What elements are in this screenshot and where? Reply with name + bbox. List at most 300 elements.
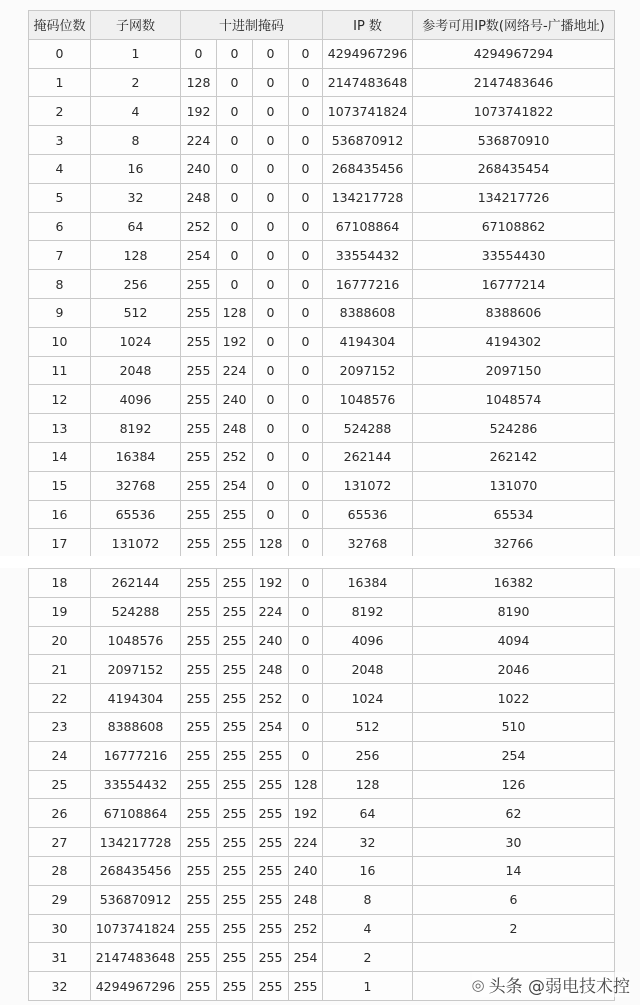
table-cell: 0 (289, 684, 323, 713)
table-cell: 0 (29, 39, 91, 68)
table-cell: 67108862 (413, 212, 615, 241)
table-row (29, 943, 615, 972)
table-cell: 11 (29, 356, 91, 385)
table-cell: 65534 (413, 500, 615, 529)
table-row (29, 212, 615, 241)
table-row (29, 414, 615, 443)
table-cell: 134217726 (413, 183, 615, 212)
table-cell: 4 (29, 154, 91, 183)
table-cell: 255 (181, 298, 217, 327)
table-cell: 1024 (91, 327, 181, 356)
table-cell: 240 (289, 856, 323, 885)
table-cell: 22 (29, 684, 91, 713)
table-cell: 18 (29, 569, 91, 598)
table-cell: 65536 (91, 500, 181, 529)
table-cell: 8190 (413, 597, 615, 626)
table-cell: 8388608 (91, 712, 181, 741)
table-cell: 1 (29, 68, 91, 97)
table-cell: 0 (217, 183, 253, 212)
table-cell: 255 (217, 885, 253, 914)
table-cell: 254 (181, 241, 217, 270)
table-cell: 30 (413, 828, 615, 857)
table-row (29, 68, 615, 97)
table-cell: 0 (217, 212, 253, 241)
table-cell: 32768 (91, 471, 181, 500)
table-cell: 16777214 (413, 270, 615, 299)
table-cell: 255 (217, 712, 253, 741)
table-cell: 0 (289, 442, 323, 471)
table-cell: 16382 (413, 569, 615, 598)
table-cell: 0 (289, 356, 323, 385)
table-cell: 268435456 (91, 856, 181, 885)
table-split-gap (0, 556, 640, 568)
table-cell: 32 (91, 183, 181, 212)
table-cell: 255 (217, 770, 253, 799)
table-cell: 0 (253, 327, 289, 356)
table-cell: 240 (217, 385, 253, 414)
table-cell: 0 (217, 154, 253, 183)
table-cell: 0 (253, 39, 289, 68)
table-cell: 8 (29, 270, 91, 299)
table-cell: 0 (289, 68, 323, 97)
table-cell: 255 (253, 972, 289, 1001)
table-cell: 0 (253, 442, 289, 471)
table-cell: 2147483646 (413, 68, 615, 97)
table-cell: 8 (323, 885, 413, 914)
table-cell: 15 (29, 471, 91, 500)
table-cell: 65536 (323, 500, 413, 529)
table-cell: 4096 (323, 626, 413, 655)
table-cell: 255 (217, 741, 253, 770)
table-cell: 2 (91, 68, 181, 97)
table-cell: 255 (253, 828, 289, 857)
table-cell: 19 (29, 597, 91, 626)
table-cell: 0 (289, 414, 323, 443)
table-cell: 1048576 (91, 626, 181, 655)
table-cell: 0 (253, 356, 289, 385)
table-cell: 32768 (323, 529, 413, 558)
table-cell: 2048 (323, 655, 413, 684)
table-cell: 6 (413, 885, 615, 914)
table-cell: 255 (181, 569, 217, 598)
table-cell: 1022 (413, 684, 615, 713)
table-cell: 255 (217, 828, 253, 857)
table-cell: 4194304 (91, 684, 181, 713)
table-cell: 262144 (323, 442, 413, 471)
table-cell: 0 (289, 741, 323, 770)
table-cell: 4294967296 (323, 39, 413, 68)
table-cell: 1048574 (413, 385, 615, 414)
table-cell: 252 (289, 914, 323, 943)
table-cell: 1048576 (323, 385, 413, 414)
subnet-mask-table-bottom (28, 568, 615, 1001)
table-cell: 14 (29, 442, 91, 471)
table-cell: 2097150 (413, 356, 615, 385)
table-cell: 255 (181, 712, 217, 741)
table-cell: 255 (181, 270, 217, 299)
table-cell: 128 (217, 298, 253, 327)
table-cell: 32 (29, 972, 91, 1001)
table-cell: 27 (29, 828, 91, 857)
table-cell: 0 (289, 39, 323, 68)
table-row (29, 39, 615, 68)
table-cell: 0 (289, 97, 323, 126)
table-cell: 0 (289, 327, 323, 356)
table-cell: 2097152 (91, 655, 181, 684)
table-row (29, 298, 615, 327)
table-cell: 262144 (91, 569, 181, 598)
table-cell: 255 (181, 943, 217, 972)
table-cell: 255 (217, 856, 253, 885)
table-cell: 262142 (413, 442, 615, 471)
table-cell: 255 (181, 684, 217, 713)
table-cell: 2097152 (323, 356, 413, 385)
table-cell: 0 (289, 655, 323, 684)
table-cell: 248 (181, 183, 217, 212)
table-row (29, 712, 615, 741)
table-cell: 5 (29, 183, 91, 212)
table-cell: 0 (217, 68, 253, 97)
table-cell: 0 (217, 97, 253, 126)
table-cell: 255 (181, 471, 217, 500)
table-cell: 536870912 (323, 126, 413, 155)
table-cell: 255 (253, 943, 289, 972)
table-cell: 255 (181, 828, 217, 857)
table-cell: 31 (29, 943, 91, 972)
table-row (29, 270, 615, 299)
table-cell: 0 (217, 126, 253, 155)
table-cell: 9 (29, 298, 91, 327)
table-cell: 0 (253, 212, 289, 241)
table-cell: 131072 (91, 529, 181, 558)
table-cell: 17 (29, 529, 91, 558)
table-cell: 0 (289, 626, 323, 655)
table-row (29, 442, 615, 471)
table-cell: 131070 (413, 471, 615, 500)
table-cell: 128 (289, 770, 323, 799)
table-cell: 4096 (91, 385, 181, 414)
table-cell: 248 (217, 414, 253, 443)
wechat-logo-icon: ◎ (471, 975, 485, 994)
table-cell: 0 (253, 414, 289, 443)
table-cell: 1073741822 (413, 97, 615, 126)
table-cell: 33554432 (91, 770, 181, 799)
subnet-mask-table-top (28, 10, 615, 558)
table-cell: 0 (289, 183, 323, 212)
table-cell: 255 (253, 856, 289, 885)
table-row (29, 655, 615, 684)
table-cell: 2 (323, 943, 413, 972)
table-row (29, 327, 615, 356)
table-cell: 1073741824 (91, 914, 181, 943)
table-cell: 8 (91, 126, 181, 155)
table-cell: 0 (289, 241, 323, 270)
table-cell: 16 (29, 500, 91, 529)
table-cell: 255 (217, 500, 253, 529)
table-cell: 255 (181, 655, 217, 684)
table-cell: 4194302 (413, 327, 615, 356)
watermark-text: 头条 @弱电技术控 (488, 977, 630, 997)
table-cell: 254 (253, 712, 289, 741)
table-cell: 252 (181, 212, 217, 241)
table-cell: 524288 (323, 414, 413, 443)
table-cell: 4 (323, 914, 413, 943)
table-cell: 16777216 (323, 270, 413, 299)
table-cell: 0 (217, 241, 253, 270)
table-cell: 248 (289, 885, 323, 914)
table-cell: 255 (217, 914, 253, 943)
table-cell: 255 (217, 655, 253, 684)
table-cell: 0 (289, 212, 323, 241)
table-cell: 0 (289, 154, 323, 183)
header-usable-ips: 参考可用IP数(网络号-广播地址) (413, 11, 615, 40)
header-subnets: 子网数 (91, 11, 181, 40)
table-cell: 240 (253, 626, 289, 655)
header-mask-bits: 掩码位数 (29, 11, 91, 40)
table-row (29, 828, 615, 857)
table-cell: 1073741824 (323, 97, 413, 126)
table-cell: 25 (29, 770, 91, 799)
table-cell: 26 (29, 799, 91, 828)
table-cell: 256 (323, 741, 413, 770)
header-ip-count: IP 数 (323, 11, 413, 40)
table-row (29, 154, 615, 183)
table-cell: 512 (323, 712, 413, 741)
table-cell: 0 (289, 597, 323, 626)
table-cell: 1 (323, 972, 413, 1001)
table-cell: 2046 (413, 655, 615, 684)
table-cell: 255 (217, 626, 253, 655)
table-cell: 224 (217, 356, 253, 385)
table-cell: 255 (181, 626, 217, 655)
table-row (29, 799, 615, 828)
table-cell: 255 (181, 327, 217, 356)
header-decimal-mask: 十进制掩码 (181, 11, 323, 40)
table-cell: 0 (289, 569, 323, 598)
table-cell: 255 (181, 385, 217, 414)
table-cell: 254 (289, 943, 323, 972)
table-cell: 0 (217, 39, 253, 68)
table-row (29, 741, 615, 770)
table-cell: 8388608 (323, 298, 413, 327)
table-cell: 510 (413, 712, 615, 741)
table-row (29, 597, 615, 626)
table-cell: 128 (181, 68, 217, 97)
table-cell: 2147483648 (323, 68, 413, 97)
table-cell: 0 (253, 154, 289, 183)
table-cell: 255 (253, 741, 289, 770)
table-cell: 16777216 (91, 741, 181, 770)
table-cell: 224 (289, 828, 323, 857)
table-body-top (29, 39, 615, 557)
table-cell: 2 (413, 914, 615, 943)
table-cell: 512 (91, 298, 181, 327)
table-row (29, 126, 615, 155)
table-cell: 0 (289, 298, 323, 327)
table-cell: 8192 (91, 414, 181, 443)
table-cell: 192 (181, 97, 217, 126)
table-cell: 252 (253, 684, 289, 713)
table-cell: 0 (253, 298, 289, 327)
table-cell: 255 (217, 972, 253, 1001)
table-cell: 0 (181, 39, 217, 68)
table-cell: 16384 (91, 442, 181, 471)
table-cell: 24 (29, 741, 91, 770)
table-cell: 128 (253, 529, 289, 558)
table-cell: 128 (91, 241, 181, 270)
table-cell: 0 (253, 385, 289, 414)
table-cell: 192 (217, 327, 253, 356)
table-cell: 20 (29, 626, 91, 655)
table-cell: 21 (29, 655, 91, 684)
table-cell: 62 (413, 799, 615, 828)
table-cell: 268435456 (323, 154, 413, 183)
table-cell: 134217728 (323, 183, 413, 212)
table-row (29, 684, 615, 713)
table-cell: 32766 (413, 529, 615, 558)
table-row (29, 856, 615, 885)
table-row (29, 529, 615, 558)
table-cell: 255 (253, 799, 289, 828)
table-cell: 6 (29, 212, 91, 241)
table-cell: 224 (181, 126, 217, 155)
table-cell: 255 (181, 356, 217, 385)
table-cell: 248 (253, 655, 289, 684)
table-cell: 16 (91, 154, 181, 183)
table-cell: 8388606 (413, 298, 615, 327)
table-cell: 13 (29, 414, 91, 443)
table-cell: 192 (289, 799, 323, 828)
table-cell: 255 (253, 914, 289, 943)
table-cell: 255 (181, 856, 217, 885)
table-cell: 0 (289, 385, 323, 414)
table-cell: 524286 (413, 414, 615, 443)
table-cell: 255 (181, 799, 217, 828)
table-cell: 8192 (323, 597, 413, 626)
table-cell: 255 (217, 569, 253, 598)
table-cell: 255 (217, 799, 253, 828)
table-cell: 14 (413, 856, 615, 885)
table-cell: 16 (323, 856, 413, 885)
table-cell: 4294967294 (413, 39, 615, 68)
table-cell: 254 (413, 741, 615, 770)
table-cell: 255 (181, 972, 217, 1001)
table-cell: 0 (289, 471, 323, 500)
table-cell: 2 (29, 97, 91, 126)
table-cell: 7 (29, 241, 91, 270)
table-cell: 1024 (323, 684, 413, 713)
table-cell: 4194304 (323, 327, 413, 356)
table-cell: 255 (253, 770, 289, 799)
table-row (29, 569, 615, 598)
table-row (29, 241, 615, 270)
table-cell: 0 (253, 97, 289, 126)
table-cell: 524288 (91, 597, 181, 626)
table-row (29, 183, 615, 212)
table-cell: 0 (289, 712, 323, 741)
table-cell: 2048 (91, 356, 181, 385)
table-cell: 33554430 (413, 241, 615, 270)
table-cell: 0 (253, 500, 289, 529)
table-cell: 256 (91, 270, 181, 299)
table-cell: 0 (253, 270, 289, 299)
table-cell: 0 (289, 270, 323, 299)
table-cell: 255 (217, 943, 253, 972)
table-cell: 536870910 (413, 126, 615, 155)
table-cell: 255 (289, 972, 323, 1001)
table-cell: 252 (217, 442, 253, 471)
table-cell: 0 (217, 270, 253, 299)
table-cell: 12 (29, 385, 91, 414)
table-cell: 1 (91, 39, 181, 68)
watermark (472, 972, 631, 997)
table-row (29, 385, 615, 414)
table-cell: 28 (29, 856, 91, 885)
table-cell: 240 (181, 154, 217, 183)
table-cell: 0 (253, 471, 289, 500)
table-body-bottom (29, 569, 615, 1001)
table-cell: 255 (217, 529, 253, 558)
table-row (29, 770, 615, 799)
table-cell: 536870912 (91, 885, 181, 914)
table-cell: 255 (181, 529, 217, 558)
table-cell: 0 (253, 241, 289, 270)
table-cell: 192 (253, 569, 289, 598)
table-cell: 4094 (413, 626, 615, 655)
table-cell: 64 (91, 212, 181, 241)
table-cell: 4 (91, 97, 181, 126)
table-cell: 67108864 (91, 799, 181, 828)
table-cell: 255 (181, 770, 217, 799)
table-cell: 23 (29, 712, 91, 741)
table-row (29, 626, 615, 655)
table-cell: 4294967296 (91, 972, 181, 1001)
table-cell: 33554432 (323, 241, 413, 270)
table-cell: 2147483648 (91, 943, 181, 972)
table-cell: 0 (289, 126, 323, 155)
table-cell: 255 (217, 597, 253, 626)
table-cell: 29 (29, 885, 91, 914)
table-cell: 16384 (323, 569, 413, 598)
table-row (29, 97, 615, 126)
table-cell: 134217728 (91, 828, 181, 857)
table-cell: 3 (29, 126, 91, 155)
table-cell: 131072 (323, 471, 413, 500)
table-cell: 268435454 (413, 154, 615, 183)
table-cell: 255 (181, 597, 217, 626)
table-cell: 0 (289, 500, 323, 529)
table-row (29, 471, 615, 500)
table-cell: 0 (253, 68, 289, 97)
table-cell: 0 (253, 126, 289, 155)
table-cell: 10 (29, 327, 91, 356)
table-cell: 30 (29, 914, 91, 943)
table-cell: 255 (181, 414, 217, 443)
table-cell: 255 (253, 885, 289, 914)
table-cell: 255 (181, 442, 217, 471)
table-cell: 64 (323, 799, 413, 828)
table-row (29, 500, 615, 529)
table-cell: 126 (413, 770, 615, 799)
table-cell: 255 (217, 684, 253, 713)
table-cell (413, 943, 615, 972)
table-row (29, 885, 615, 914)
table-cell: 128 (323, 770, 413, 799)
table-row (29, 356, 615, 385)
table-cell: 254 (217, 471, 253, 500)
table-cell: 0 (253, 183, 289, 212)
table-row (29, 914, 615, 943)
